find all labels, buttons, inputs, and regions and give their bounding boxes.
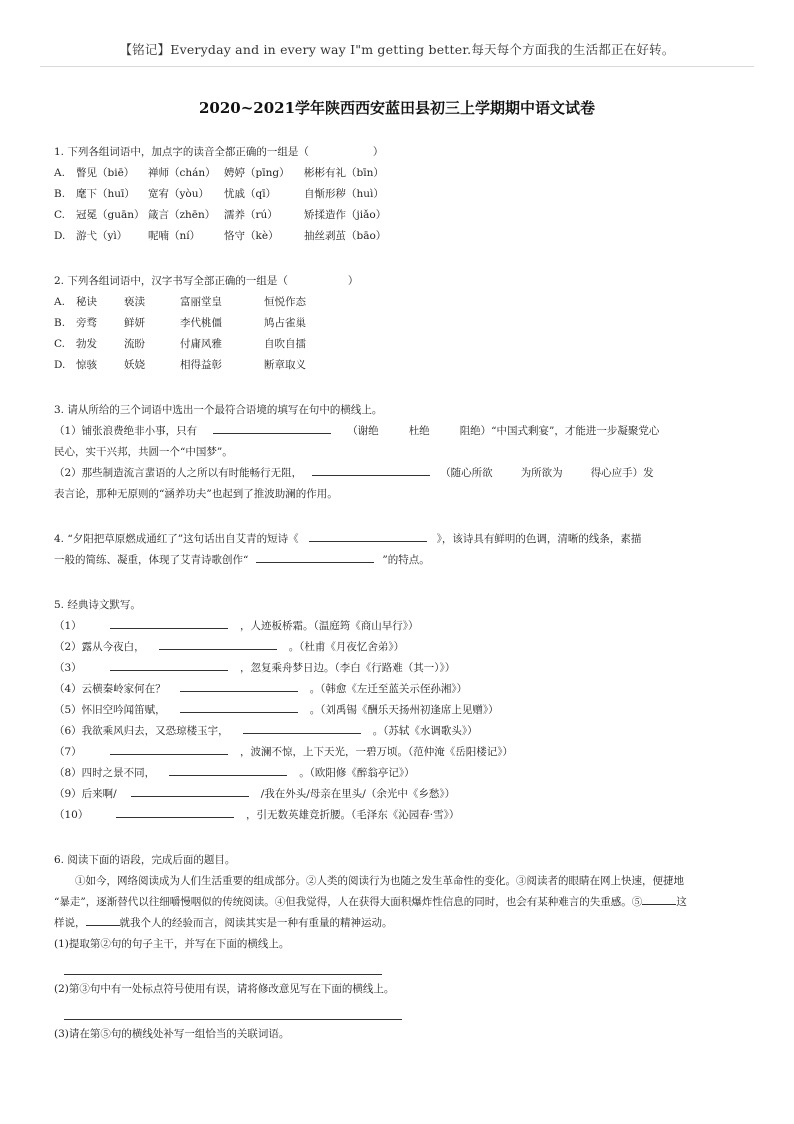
q4-line2: 一般的简练、凝重，体现了艾青诗歌创作“ ”的特点。 [54, 550, 744, 571]
q5-item-1: （1） ，人迹板桥霜。（温庭筠《商山早行》） [54, 616, 744, 637]
option-term: 惊骇 [76, 359, 97, 371]
q2-option-d[interactable] [54, 355, 744, 376]
q6-answer-line-2[interactable] [54, 1000, 744, 1024]
option-term: 恪守（kè） [224, 230, 279, 242]
option-term: 富丽堂皇 [180, 296, 222, 308]
option-term: 娉婷（pīng） [224, 167, 290, 179]
option-term: 自惭形秽（huì） [304, 188, 384, 200]
q6-sub3: (3)请在第⑤句的横线处补写一组恰当的关联词语。 [54, 1028, 290, 1040]
q3-sentence1-cont: 民心，实干兴邦，共圆一个“中国梦”。 [54, 446, 233, 458]
option-term: 李代桃僵 [180, 317, 222, 329]
q6-blank-2[interactable] [86, 913, 120, 926]
q6-passage-line1: ①如今，网络阅读成为人们生活重要的组成部分。②人类的阅读行为也随之发生革命性的变化。③阅读者的眼睛在网上快速，便捷地 [75, 875, 684, 887]
q5-blank-6[interactable] [243, 721, 361, 734]
option-label: D. [54, 359, 66, 371]
q5-blank-8[interactable] [169, 763, 287, 776]
q5-blank-10[interactable] [116, 805, 234, 818]
q1-option-d[interactable] [54, 226, 744, 247]
q5-blank-3[interactable] [110, 658, 228, 671]
option-term: 宽宥（yòu） [148, 188, 210, 200]
q3-sentence1: （1）铺张浪费绝非小事，只有 （谢绝 杜绝 阻绝）“中国式剩宴”，才能进一步凝聚党心 [54, 421, 744, 442]
q3-sentence2-cont: 表言论，那种无原则的“涵养功夫”也起到了推波助澜的作用。 [54, 488, 338, 500]
q6-sub1: (1)提取第②句的句子主干，并写在下面的横线上。 [54, 938, 290, 950]
q5-blank-5[interactable] [180, 700, 298, 713]
q5-item-7: （7） ，波澜不惊，上下天光，一碧万顷。（范仲淹《岳阳楼记》） [54, 742, 744, 763]
q2-stem: 2. 下列各组词语中，汉字书写全部正确的一组是（ ） [54, 275, 359, 287]
option-term: 麾下（huī） [76, 188, 135, 200]
option-term: 彬彬有礼（bīn） [304, 167, 384, 179]
option-label: C. [54, 209, 65, 221]
q1-option-a[interactable] [54, 163, 744, 184]
option-label: B. [54, 317, 66, 329]
option-term: 恒悦作态 [264, 296, 306, 308]
option-term: 呢喃（ní） [148, 230, 201, 242]
option-term: 自吹自擂 [264, 338, 306, 350]
q1-options [54, 163, 744, 247]
option-label: C. [54, 338, 65, 350]
option-term: 游弋（yì） [76, 230, 128, 242]
option-label: D. [54, 230, 66, 242]
q5-blank-2[interactable] [159, 637, 277, 650]
page-title: 2020~2021学年陕西西安蓝田县初三上学期期中语文试卷 [198, 99, 596, 117]
option-term: 箴言（zhēn） [148, 209, 216, 221]
option-term: 禅师（chán） [148, 167, 216, 179]
q5-item-6: （6）我欲乘风归去，又恐琼楼玉宇， 。（苏轼《水调歌头》） [54, 721, 744, 742]
q3-blank-1[interactable] [213, 421, 331, 434]
q4-blank-2[interactable] [256, 550, 374, 563]
q5-item-3: （3） ，忽复乘舟梦日边。（李白《行路难（其一）》） [54, 658, 744, 679]
page-motto: 【铭记】Everyday and in every way I"m getting better.每天每个方面我的生活都正在好转。 [119, 42, 675, 57]
q5-item-10: （10） ，引无数英雄竞折腰。（毛泽东《沁园春·雪》） [54, 805, 744, 826]
option-term: 断章取义 [264, 359, 306, 371]
q1-option-c[interactable] [54, 205, 744, 226]
option-term: 秘诀 [76, 296, 97, 308]
q5-blank-7[interactable] [110, 742, 228, 755]
option-term: 鸠占雀巢 [264, 317, 306, 329]
option-label: B. [54, 188, 66, 200]
option-term: 妖娆 [124, 359, 145, 371]
option-term: 相得益彰 [180, 359, 222, 371]
q6-passage-line3: 样说， 就我个人的经验而言，阅读其实是一种有重量的精神运动。 [54, 913, 744, 934]
q6-stem: 6. 阅读下面的语段，完成后面的题目。 [54, 854, 236, 866]
q2-options [54, 292, 744, 376]
q5-item-9: （9）后来啊/ /我在外头/母亲在里头/（余光中《乡愁》） [54, 784, 744, 805]
q5-item-2: （2）露从今夜白， 。（杜甫《月夜忆舍弟》） [54, 637, 744, 658]
q3-blank-2[interactable] [312, 463, 430, 476]
option-term: 旁骛 [76, 317, 97, 329]
option-term: 鲜妍 [124, 317, 145, 329]
q1-stem: 1. 下列各组词语中，加点字的读音全都正确的一组是（ ） [54, 146, 384, 158]
option-term: 冠冕（guān） [76, 209, 145, 221]
q6-sub2: (2)第③句中有一处标点符号使用有误，请将修改意见写在下面的横线上。 [54, 983, 395, 995]
option-term: 勃发 [76, 338, 97, 350]
option-term: 矫揉造作（jiǎo） [304, 209, 387, 221]
option-term: 忧戚（qī） [224, 188, 277, 200]
option-term: 付庸风雅 [180, 338, 222, 350]
option-term: 瞥见（biē） [76, 167, 135, 179]
q2-option-a[interactable] [54, 292, 744, 313]
q5-stem: 5. 经典诗文默写。 [54, 599, 141, 611]
q5-item-4: （4）云横秦岭家何在？ 。（韩愈《左迁至蓝关示侄孙湘》） [54, 679, 744, 700]
q5-items [54, 616, 744, 826]
q5-blank-4[interactable] [180, 679, 298, 692]
option-term: 濡养（rú） [224, 209, 278, 221]
q1-option-b[interactable] [54, 184, 744, 205]
q4-line1: 4. “夕阳把草原燃成通红了”这句话出自艾青的短诗《 》，该诗具有鲜明的色调，清晰的线条，素描 [54, 529, 744, 550]
q3-sentence2: （2）那些制造流言蜚语的人之所以有时能畅行无阻， （随心所欲 为所欲为 得心应手）发 [54, 463, 744, 484]
q4-blank-1[interactable] [309, 529, 427, 542]
q6-passage-line2: “暴走”，逐渐替代以往细嚼慢咽似的传统阅读。④但我觉得，人在获得大面积爆炸性信息的同时，也会有某种难言的失重感。⑤ 这 [54, 892, 744, 913]
option-label: A. [54, 296, 65, 308]
option-term: 亵渎 [124, 296, 145, 308]
option-term: 抽丝剥茧（bāo） [304, 230, 387, 242]
q5-item-8: （8）四时之景不同， 。（欧阳修《醉翁亭记》） [54, 763, 744, 784]
q5-item-5: （5）怀旧空吟闻笛赋， 。（刘禹锡《酬乐天扬州初逢席上见赠》） [54, 700, 744, 721]
q5-blank-1[interactable] [110, 616, 228, 629]
q6-blank-1[interactable] [642, 892, 676, 905]
q2-option-b[interactable] [54, 313, 744, 334]
q3-stem: 3. 请从所给的三个词语中选出一个最符合语境的填写在句中的横线上。 [54, 404, 383, 416]
q6-answer-line-1[interactable] [54, 955, 744, 979]
exam-content [54, 142, 744, 1045]
q5-blank-9[interactable] [131, 784, 249, 797]
q2-option-c[interactable] [54, 334, 744, 355]
header-divider [40, 66, 754, 67]
option-term: 流盼 [124, 338, 145, 350]
option-label: A. [54, 167, 65, 179]
